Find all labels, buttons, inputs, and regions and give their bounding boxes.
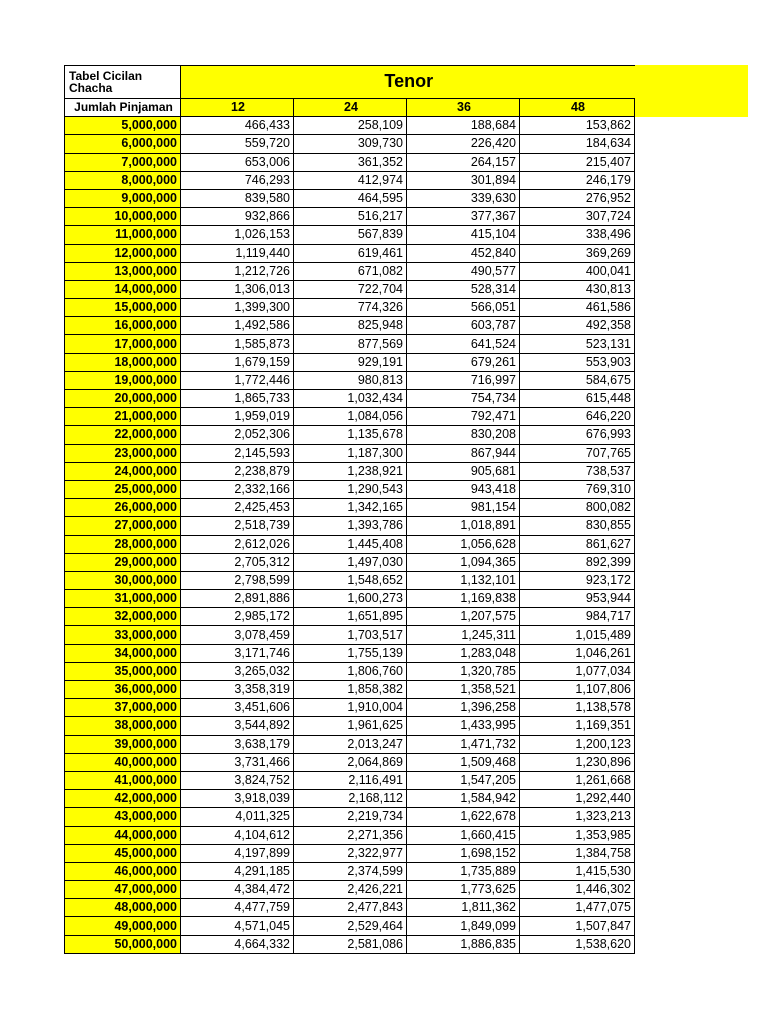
installment-cell-12[interactable]: 1,026,153 bbox=[181, 226, 294, 244]
table-row bbox=[65, 153, 635, 171]
tenor-header-48[interactable]: 48 bbox=[520, 99, 635, 117]
installment-cell-24[interactable]: 1,342,165 bbox=[294, 499, 407, 517]
installment-cell-48[interactable]: 646,220 bbox=[520, 408, 635, 426]
installment-cell-48[interactable]: 1,107,806 bbox=[520, 681, 635, 699]
loan-amount-cell[interactable]: 21,000,000 bbox=[65, 408, 181, 426]
installment-cell-48[interactable]: 738,537 bbox=[520, 462, 635, 480]
installment-cell-48[interactable]: 276,952 bbox=[520, 189, 635, 207]
installment-cell-24[interactable]: 361,352 bbox=[294, 153, 407, 171]
installment-cell-36[interactable]: 1,358,521 bbox=[407, 681, 520, 699]
installment-cell-24[interactable]: 516,217 bbox=[294, 208, 407, 226]
installment-cell-48[interactable]: 953,944 bbox=[520, 590, 635, 608]
table-row bbox=[65, 771, 635, 789]
loan-amount-cell[interactable]: 44,000,000 bbox=[65, 826, 181, 844]
installment-cell-12[interactable]: 3,171,746 bbox=[181, 644, 294, 662]
installment-cell-24[interactable]: 1,497,030 bbox=[294, 553, 407, 571]
installment-cell-12[interactable]: 653,006 bbox=[181, 153, 294, 171]
table-row bbox=[65, 899, 635, 917]
installment-cell-12[interactable]: 1,865,733 bbox=[181, 390, 294, 408]
tenor-header-36[interactable]: 36 bbox=[407, 99, 520, 117]
installment-cell-24[interactable]: 2,064,869 bbox=[294, 753, 407, 771]
installment-cell-24[interactable]: 2,116,491 bbox=[294, 771, 407, 789]
loan-amount-cell[interactable]: 45,000,000 bbox=[65, 844, 181, 862]
installment-cell-36[interactable]: 1,094,365 bbox=[407, 553, 520, 571]
table-row bbox=[65, 280, 635, 298]
installment-cell-12[interactable]: 2,332,166 bbox=[181, 480, 294, 498]
loan-amount-cell[interactable]: 17,000,000 bbox=[65, 335, 181, 353]
installment-cell-24[interactable]: 722,704 bbox=[294, 280, 407, 298]
installment-cell-12[interactable]: 4,384,472 bbox=[181, 881, 294, 899]
installment-cell-48[interactable]: 1,477,075 bbox=[520, 899, 635, 917]
installment-cell-24[interactable]: 2,013,247 bbox=[294, 735, 407, 753]
installment-cell-36[interactable]: 528,314 bbox=[407, 280, 520, 298]
loan-amount-cell[interactable]: 26,000,000 bbox=[65, 499, 181, 517]
installment-cell-12[interactable]: 4,664,332 bbox=[181, 935, 294, 953]
installment-cell-48[interactable]: 430,813 bbox=[520, 280, 635, 298]
installment-cell-12[interactable]: 3,451,606 bbox=[181, 699, 294, 717]
table-row bbox=[65, 590, 635, 608]
installment-cell-24[interactable]: 1,187,300 bbox=[294, 444, 407, 462]
loan-amount-cell[interactable]: 11,000,000 bbox=[65, 226, 181, 244]
installment-cell-12[interactable]: 932,866 bbox=[181, 208, 294, 226]
installment-cell-48[interactable]: 553,903 bbox=[520, 353, 635, 371]
installment-cell-24[interactable]: 2,477,843 bbox=[294, 899, 407, 917]
loan-amount-cell[interactable]: 46,000,000 bbox=[65, 862, 181, 880]
installment-cell-48[interactable]: 338,496 bbox=[520, 226, 635, 244]
installment-cell-36[interactable]: 1,169,838 bbox=[407, 590, 520, 608]
installment-cell-24[interactable]: 825,948 bbox=[294, 317, 407, 335]
installment-cell-48[interactable]: 1,046,261 bbox=[520, 644, 635, 662]
installment-cell-12[interactable]: 2,985,172 bbox=[181, 608, 294, 626]
loan-amount-cell[interactable]: 23,000,000 bbox=[65, 444, 181, 462]
installment-cell-48[interactable]: 615,448 bbox=[520, 390, 635, 408]
installment-cell-24[interactable]: 774,326 bbox=[294, 299, 407, 317]
installment-cell-48[interactable]: 923,172 bbox=[520, 571, 635, 589]
installment-cell-36[interactable]: 981,154 bbox=[407, 499, 520, 517]
installment-cell-48[interactable]: 892,399 bbox=[520, 553, 635, 571]
loan-amount-cell[interactable]: 50,000,000 bbox=[65, 935, 181, 953]
header-row bbox=[65, 99, 635, 117]
installment-cell-12[interactable]: 3,918,039 bbox=[181, 790, 294, 808]
installment-cell-36[interactable]: 1,811,362 bbox=[407, 899, 520, 917]
installment-cell-24[interactable]: 980,813 bbox=[294, 371, 407, 389]
loan-amount-cell[interactable]: 28,000,000 bbox=[65, 535, 181, 553]
loan-amount-cell[interactable]: 10,000,000 bbox=[65, 208, 181, 226]
installment-cell-36[interactable]: 490,577 bbox=[407, 262, 520, 280]
installment-cell-24[interactable]: 877,569 bbox=[294, 335, 407, 353]
installment-cell-12[interactable]: 466,433 bbox=[181, 117, 294, 135]
loan-amount-cell[interactable]: 19,000,000 bbox=[65, 371, 181, 389]
table-row bbox=[65, 299, 635, 317]
loan-amount-cell[interactable]: 49,000,000 bbox=[65, 917, 181, 935]
table-row bbox=[65, 462, 635, 480]
installment-cell-36[interactable]: 830,208 bbox=[407, 426, 520, 444]
installment-cell-36[interactable]: 1,849,099 bbox=[407, 917, 520, 935]
table-row bbox=[65, 935, 635, 953]
installment-cell-12[interactable]: 2,705,312 bbox=[181, 553, 294, 571]
loan-amount-cell[interactable]: 15,000,000 bbox=[65, 299, 181, 317]
table-row bbox=[65, 517, 635, 535]
table-row bbox=[65, 480, 635, 498]
loan-amount-cell[interactable]: 27,000,000 bbox=[65, 517, 181, 535]
installment-cell-36[interactable]: 1,283,048 bbox=[407, 644, 520, 662]
installment-cell-36[interactable]: 1,471,732 bbox=[407, 735, 520, 753]
loan-amount-cell[interactable]: 8,000,000 bbox=[65, 171, 181, 189]
installment-cell-24[interactable]: 1,135,678 bbox=[294, 426, 407, 444]
installment-cell-24[interactable]: 1,238,921 bbox=[294, 462, 407, 480]
installment-cell-36[interactable]: 264,157 bbox=[407, 153, 520, 171]
installment-cell-24[interactable]: 1,806,760 bbox=[294, 662, 407, 680]
tenor-header-24[interactable]: 24 bbox=[294, 99, 407, 117]
table-row bbox=[65, 535, 635, 553]
installment-cell-24[interactable]: 2,322,977 bbox=[294, 844, 407, 862]
installment-cell-24[interactable]: 2,271,356 bbox=[294, 826, 407, 844]
table-row bbox=[65, 426, 635, 444]
installment-cell-12[interactable]: 1,306,013 bbox=[181, 280, 294, 298]
table-row bbox=[65, 390, 635, 408]
installment-cell-12[interactable]: 2,891,886 bbox=[181, 590, 294, 608]
installment-cell-48[interactable]: 1,323,213 bbox=[520, 808, 635, 826]
installment-cell-12[interactable]: 1,959,019 bbox=[181, 408, 294, 426]
installment-cell-12[interactable]: 2,052,306 bbox=[181, 426, 294, 444]
installment-cell-12[interactable]: 4,104,612 bbox=[181, 826, 294, 844]
installment-cell-48[interactable]: 861,627 bbox=[520, 535, 635, 553]
table-row bbox=[65, 826, 635, 844]
loan-amount-cell[interactable]: 34,000,000 bbox=[65, 644, 181, 662]
installment-cell-36[interactable]: 867,944 bbox=[407, 444, 520, 462]
installment-cell-12[interactable]: 2,612,026 bbox=[181, 535, 294, 553]
installment-cell-12[interactable]: 3,824,752 bbox=[181, 771, 294, 789]
tenor-title[interactable]: Tenor bbox=[181, 66, 635, 99]
installment-cell-48[interactable]: 1,415,530 bbox=[520, 862, 635, 880]
installment-cell-48[interactable]: 1,446,302 bbox=[520, 881, 635, 899]
installment-cell-12[interactable]: 746,293 bbox=[181, 171, 294, 189]
installment-cell-24[interactable]: 1,600,273 bbox=[294, 590, 407, 608]
table-row bbox=[65, 226, 635, 244]
installment-cell-36[interactable]: 1,433,995 bbox=[407, 717, 520, 735]
table-row bbox=[65, 244, 635, 262]
installment-cell-36[interactable]: 1,886,835 bbox=[407, 935, 520, 953]
installment-cell-24[interactable]: 2,374,599 bbox=[294, 862, 407, 880]
installment-cell-12[interactable]: 3,544,892 bbox=[181, 717, 294, 735]
installment-cell-36[interactable]: 188,684 bbox=[407, 117, 520, 135]
installment-cell-48[interactable]: 523,131 bbox=[520, 335, 635, 353]
installment-cell-36[interactable]: 1,245,311 bbox=[407, 626, 520, 644]
table-row bbox=[65, 790, 635, 808]
installment-cell-36[interactable]: 716,997 bbox=[407, 371, 520, 389]
installment-cell-48[interactable]: 1,507,847 bbox=[520, 917, 635, 935]
table-row bbox=[65, 917, 635, 935]
installment-cell-12[interactable]: 4,477,759 bbox=[181, 899, 294, 917]
installment-cell-36[interactable]: 226,420 bbox=[407, 135, 520, 153]
installment-cell-36[interactable]: 301,894 bbox=[407, 171, 520, 189]
installment-cell-24[interactable]: 2,168,112 bbox=[294, 790, 407, 808]
installment-cell-48[interactable]: 215,407 bbox=[520, 153, 635, 171]
loan-amount-cell[interactable]: 18,000,000 bbox=[65, 353, 181, 371]
tenor-header-12[interactable]: 12 bbox=[181, 99, 294, 117]
loan-amount-cell[interactable]: 14,000,000 bbox=[65, 280, 181, 298]
table-row bbox=[65, 117, 635, 135]
installment-cell-12[interactable]: 4,571,045 bbox=[181, 917, 294, 935]
table-row bbox=[65, 699, 635, 717]
loan-amount-cell[interactable]: 38,000,000 bbox=[65, 717, 181, 735]
installment-cell-36[interactable]: 905,681 bbox=[407, 462, 520, 480]
loan-amount-cell[interactable]: 16,000,000 bbox=[65, 317, 181, 335]
table-row bbox=[65, 844, 635, 862]
installment-cell-48[interactable]: 1,138,578 bbox=[520, 699, 635, 717]
installment-cell-24[interactable]: 1,703,517 bbox=[294, 626, 407, 644]
loan-amount-cell[interactable]: 9,000,000 bbox=[65, 189, 181, 207]
title-row bbox=[65, 66, 635, 99]
installment-cell-24[interactable]: 1,290,543 bbox=[294, 480, 407, 498]
installment-cell-48[interactable]: 1,077,034 bbox=[520, 662, 635, 680]
installment-cell-48[interactable]: 1,200,123 bbox=[520, 735, 635, 753]
installment-cell-48[interactable]: 1,015,489 bbox=[520, 626, 635, 644]
table-row bbox=[65, 408, 635, 426]
loan-amount-cell[interactable]: 33,000,000 bbox=[65, 626, 181, 644]
loan-amount-cell[interactable]: 41,000,000 bbox=[65, 771, 181, 789]
table-row bbox=[65, 571, 635, 589]
table-row bbox=[65, 262, 635, 280]
loan-amount-cell[interactable]: 13,000,000 bbox=[65, 262, 181, 280]
table-title[interactable]: Tabel Cicilan Chacha bbox=[65, 66, 181, 99]
installment-cell-48[interactable]: 1,261,668 bbox=[520, 771, 635, 789]
table-row bbox=[65, 171, 635, 189]
loan-amount-cell[interactable]: 42,000,000 bbox=[65, 790, 181, 808]
installment-cell-48[interactable]: 369,269 bbox=[520, 244, 635, 262]
installment-cell-12[interactable]: 2,425,453 bbox=[181, 499, 294, 517]
installment-cell-24[interactable]: 258,109 bbox=[294, 117, 407, 135]
installment-cell-36[interactable]: 1,735,889 bbox=[407, 862, 520, 880]
table-row bbox=[65, 135, 635, 153]
installment-cell-12[interactable]: 2,238,879 bbox=[181, 462, 294, 480]
installment-cell-36[interactable]: 1,584,942 bbox=[407, 790, 520, 808]
loan-amount-cell[interactable]: 36,000,000 bbox=[65, 681, 181, 699]
table-row bbox=[65, 662, 635, 680]
installment-cell-36[interactable]: 1,509,468 bbox=[407, 753, 520, 771]
installment-cell-36[interactable]: 943,418 bbox=[407, 480, 520, 498]
installment-cell-36[interactable]: 1,660,415 bbox=[407, 826, 520, 844]
installment-cell-36[interactable]: 1,018,891 bbox=[407, 517, 520, 535]
installment-cell-48[interactable]: 307,724 bbox=[520, 208, 635, 226]
loan-amount-cell[interactable]: 48,000,000 bbox=[65, 899, 181, 917]
table-row bbox=[65, 317, 635, 335]
installment-cell-24[interactable]: 671,082 bbox=[294, 262, 407, 280]
installment-cell-36[interactable]: 566,051 bbox=[407, 299, 520, 317]
installment-cell-12[interactable]: 1,585,873 bbox=[181, 335, 294, 353]
installment-cell-36[interactable]: 1,320,785 bbox=[407, 662, 520, 680]
installment-cell-36[interactable]: 1,773,625 bbox=[407, 881, 520, 899]
installment-cell-12[interactable]: 559,720 bbox=[181, 135, 294, 153]
loan-amount-cell[interactable]: 20,000,000 bbox=[65, 390, 181, 408]
installment-cell-36[interactable]: 792,471 bbox=[407, 408, 520, 426]
installment-cell-24[interactable]: 1,445,408 bbox=[294, 535, 407, 553]
installment-cell-12[interactable]: 3,638,179 bbox=[181, 735, 294, 753]
installment-cell-12[interactable]: 2,798,599 bbox=[181, 571, 294, 589]
table-row bbox=[65, 208, 635, 226]
installment-cell-48[interactable]: 830,855 bbox=[520, 517, 635, 535]
installment-cell-48[interactable]: 1,292,440 bbox=[520, 790, 635, 808]
loan-amount-cell[interactable]: 6,000,000 bbox=[65, 135, 181, 153]
installment-cell-36[interactable]: 1,056,628 bbox=[407, 535, 520, 553]
table-body bbox=[65, 117, 635, 954]
loan-amount-cell[interactable]: 30,000,000 bbox=[65, 571, 181, 589]
loan-amount-cell[interactable]: 29,000,000 bbox=[65, 553, 181, 571]
installment-cell-48[interactable]: 246,179 bbox=[520, 171, 635, 189]
loan-amount-cell[interactable]: 24,000,000 bbox=[65, 462, 181, 480]
installment-cell-24[interactable]: 309,730 bbox=[294, 135, 407, 153]
installment-cell-48[interactable]: 1,169,351 bbox=[520, 717, 635, 735]
table-row bbox=[65, 626, 635, 644]
table-row bbox=[65, 881, 635, 899]
installment-cell-24[interactable]: 1,858,382 bbox=[294, 681, 407, 699]
installment-cell-12[interactable]: 3,731,466 bbox=[181, 753, 294, 771]
installment-cell-36[interactable]: 1,547,205 bbox=[407, 771, 520, 789]
table-row bbox=[65, 862, 635, 880]
table-row bbox=[65, 808, 635, 826]
installment-cell-36[interactable]: 1,698,152 bbox=[407, 844, 520, 862]
loan-amount-cell[interactable]: 40,000,000 bbox=[65, 753, 181, 771]
installment-cell-48[interactable]: 461,586 bbox=[520, 299, 635, 317]
installment-cell-36[interactable]: 1,622,678 bbox=[407, 808, 520, 826]
loan-amount-cell[interactable]: 7,000,000 bbox=[65, 153, 181, 171]
installment-cell-48[interactable]: 984,717 bbox=[520, 608, 635, 626]
loan-amount-cell[interactable]: 32,000,000 bbox=[65, 608, 181, 626]
table-row bbox=[65, 735, 635, 753]
installment-cell-48[interactable]: 492,358 bbox=[520, 317, 635, 335]
installment-cell-36[interactable]: 452,840 bbox=[407, 244, 520, 262]
loan-amount-cell[interactable]: 47,000,000 bbox=[65, 881, 181, 899]
installment-cell-24[interactable]: 1,393,786 bbox=[294, 517, 407, 535]
installment-cell-48[interactable]: 769,310 bbox=[520, 480, 635, 498]
installment-cell-48[interactable]: 1,353,985 bbox=[520, 826, 635, 844]
installment-cell-24[interactable]: 1,084,056 bbox=[294, 408, 407, 426]
installment-cell-48[interactable]: 800,082 bbox=[520, 499, 635, 517]
spreadsheet bbox=[64, 65, 635, 954]
installment-cell-36[interactable]: 415,104 bbox=[407, 226, 520, 244]
installment-cell-12[interactable]: 4,291,185 bbox=[181, 862, 294, 880]
installment-cell-24[interactable]: 2,529,464 bbox=[294, 917, 407, 935]
installment-cell-48[interactable]: 1,230,896 bbox=[520, 753, 635, 771]
installment-cell-24[interactable]: 412,974 bbox=[294, 171, 407, 189]
loan-amount-cell[interactable]: 35,000,000 bbox=[65, 662, 181, 680]
tenor-highlight-band bbox=[634, 65, 748, 117]
table-row bbox=[65, 717, 635, 735]
installment-cell-12[interactable]: 1,492,586 bbox=[181, 317, 294, 335]
installment-cell-12[interactable]: 1,212,726 bbox=[181, 262, 294, 280]
table-row bbox=[65, 499, 635, 517]
installment-cell-24[interactable]: 929,191 bbox=[294, 353, 407, 371]
installment-cell-36[interactable]: 641,524 bbox=[407, 335, 520, 353]
installment-cell-24[interactable]: 2,426,221 bbox=[294, 881, 407, 899]
loan-amount-cell[interactable]: 37,000,000 bbox=[65, 699, 181, 717]
installment-cell-36[interactable]: 1,132,101 bbox=[407, 571, 520, 589]
loan-amount-cell[interactable]: 43,000,000 bbox=[65, 808, 181, 826]
installment-cell-36[interactable]: 377,367 bbox=[407, 208, 520, 226]
installment-cell-12[interactable]: 1,772,446 bbox=[181, 371, 294, 389]
installment-cell-36[interactable]: 754,734 bbox=[407, 390, 520, 408]
installment-cell-12[interactable]: 1,399,300 bbox=[181, 299, 294, 317]
installment-cell-12[interactable]: 2,145,593 bbox=[181, 444, 294, 462]
installment-cell-24[interactable]: 1,910,004 bbox=[294, 699, 407, 717]
installment-cell-12[interactable]: 3,358,319 bbox=[181, 681, 294, 699]
table-row bbox=[65, 608, 635, 626]
installment-cell-24[interactable]: 2,581,086 bbox=[294, 935, 407, 953]
installment-cell-24[interactable]: 619,461 bbox=[294, 244, 407, 262]
installment-cell-24[interactable]: 464,595 bbox=[294, 189, 407, 207]
installment-table bbox=[64, 65, 635, 954]
loan-amount-cell[interactable]: 5,000,000 bbox=[65, 117, 181, 135]
installment-cell-48[interactable]: 184,634 bbox=[520, 135, 635, 153]
installment-cell-24[interactable]: 2,219,734 bbox=[294, 808, 407, 826]
table-row bbox=[65, 753, 635, 771]
table-row bbox=[65, 353, 635, 371]
loan-amount-cell[interactable]: 39,000,000 bbox=[65, 735, 181, 753]
installment-cell-12[interactable]: 1,119,440 bbox=[181, 244, 294, 262]
installment-cell-12[interactable]: 3,265,032 bbox=[181, 662, 294, 680]
installment-cell-48[interactable]: 707,765 bbox=[520, 444, 635, 462]
installment-cell-24[interactable]: 567,839 bbox=[294, 226, 407, 244]
table-row bbox=[65, 553, 635, 571]
amount-header[interactable]: Jumlah Pinjaman bbox=[65, 99, 181, 117]
table-row bbox=[65, 644, 635, 662]
installment-cell-12[interactable]: 4,197,899 bbox=[181, 844, 294, 862]
installment-cell-36[interactable]: 1,396,258 bbox=[407, 699, 520, 717]
installment-cell-36[interactable]: 1,207,575 bbox=[407, 608, 520, 626]
installment-cell-48[interactable]: 400,041 bbox=[520, 262, 635, 280]
installment-cell-48[interactable]: 676,993 bbox=[520, 426, 635, 444]
table-row bbox=[65, 371, 635, 389]
installment-cell-48[interactable]: 153,862 bbox=[520, 117, 635, 135]
loan-amount-cell[interactable]: 12,000,000 bbox=[65, 244, 181, 262]
installment-cell-36[interactable]: 339,630 bbox=[407, 189, 520, 207]
table-row bbox=[65, 444, 635, 462]
installment-cell-48[interactable]: 1,384,758 bbox=[520, 844, 635, 862]
loan-amount-cell[interactable]: 31,000,000 bbox=[65, 590, 181, 608]
installment-cell-36[interactable]: 679,261 bbox=[407, 353, 520, 371]
installment-cell-48[interactable]: 584,675 bbox=[520, 371, 635, 389]
installment-cell-24[interactable]: 1,961,625 bbox=[294, 717, 407, 735]
installment-cell-24[interactable]: 1,651,895 bbox=[294, 608, 407, 626]
installment-cell-24[interactable]: 1,032,434 bbox=[294, 390, 407, 408]
installment-cell-36[interactable]: 603,787 bbox=[407, 317, 520, 335]
installment-cell-12[interactable]: 1,679,159 bbox=[181, 353, 294, 371]
installment-cell-24[interactable]: 1,548,652 bbox=[294, 571, 407, 589]
table-row bbox=[65, 189, 635, 207]
installment-cell-12[interactable]: 4,011,325 bbox=[181, 808, 294, 826]
installment-cell-12[interactable]: 3,078,459 bbox=[181, 626, 294, 644]
table-row bbox=[65, 335, 635, 353]
installment-cell-48[interactable]: 1,538,620 bbox=[520, 935, 635, 953]
loan-amount-cell[interactable]: 25,000,000 bbox=[65, 480, 181, 498]
installment-cell-12[interactable]: 839,580 bbox=[181, 189, 294, 207]
installment-cell-12[interactable]: 2,518,739 bbox=[181, 517, 294, 535]
table-row bbox=[65, 681, 635, 699]
installment-cell-24[interactable]: 1,755,139 bbox=[294, 644, 407, 662]
loan-amount-cell[interactable]: 22,000,000 bbox=[65, 426, 181, 444]
